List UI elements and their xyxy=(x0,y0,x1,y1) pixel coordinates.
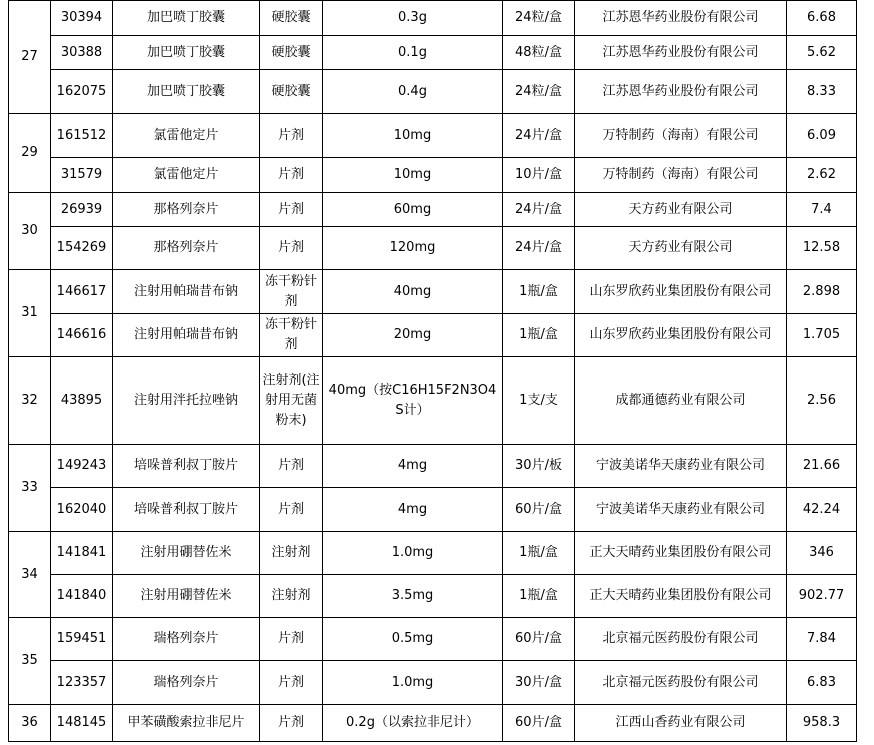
dosage-form-cell: 片剂 xyxy=(260,227,323,270)
package-cell: 24粒/盒 xyxy=(503,1,575,36)
price-cell: 958.3 xyxy=(787,705,857,742)
drug-name-cell: 加巴喷丁胶囊 xyxy=(113,70,260,114)
dosage-form-cell: 片剂 xyxy=(260,661,323,705)
table-row xyxy=(9,488,857,532)
drug-code-cell: 141841 xyxy=(51,532,113,575)
dosage-form-cell: 硬胶囊 xyxy=(260,70,323,114)
dosage-form-cell: 硬胶囊 xyxy=(260,36,323,70)
specification-cell: 20mg xyxy=(323,314,503,357)
price-cell: 8.33 xyxy=(787,70,857,114)
drug-code-cell: 149243 xyxy=(51,445,113,488)
package-cell: 1瓶/盒 xyxy=(503,532,575,575)
specification-cell: 0.1g xyxy=(323,36,503,70)
package-cell: 30片/板 xyxy=(503,445,575,488)
group-number-cell: 36 xyxy=(9,705,51,742)
group-number-cell: 32 xyxy=(9,357,51,445)
drug-code-cell: 30388 xyxy=(51,36,113,70)
manufacturer-cell: 江西山香药业有限公司 xyxy=(575,705,787,742)
price-cell: 5.62 xyxy=(787,36,857,70)
drug-name-cell: 加巴喷丁胶囊 xyxy=(113,1,260,36)
specification-cell: 0.4g xyxy=(323,70,503,114)
drug-code-cell: 159451 xyxy=(51,618,113,661)
manufacturer-cell: 江苏恩华药业股份有限公司 xyxy=(575,36,787,70)
dosage-form-cell: 片剂 xyxy=(260,705,323,742)
group-number-cell: 35 xyxy=(9,618,51,705)
package-cell: 24片/盒 xyxy=(503,227,575,270)
group-number-cell: 29 xyxy=(9,114,51,193)
specification-cell: 1.0mg xyxy=(323,532,503,575)
drug-name-cell: 注射用泮托拉唑钠 xyxy=(113,357,260,445)
specification-cell: 40mg xyxy=(323,270,503,314)
drug-name-cell: 那格列奈片 xyxy=(113,227,260,270)
dosage-form-cell: 硬胶囊 xyxy=(260,1,323,36)
drug-name-cell: 注射用帕瑞昔布钠 xyxy=(113,314,260,357)
drug-name-cell: 甲苯磺酸索拉非尼片 xyxy=(113,705,260,742)
table-row xyxy=(9,575,857,618)
specification-cell: 40mg（按C16H15F2N3O4S计） xyxy=(323,357,503,445)
manufacturer-cell: 正大天晴药业集团股份有限公司 xyxy=(575,575,787,618)
table-row xyxy=(9,357,857,445)
manufacturer-cell: 宁波美诺华天康药业有限公司 xyxy=(575,445,787,488)
package-cell: 24片/盒 xyxy=(503,114,575,158)
manufacturer-cell: 山东罗欣药业集团股份有限公司 xyxy=(575,270,787,314)
specification-cell: 10mg xyxy=(323,114,503,158)
table-row xyxy=(9,445,857,488)
drug-name-cell: 氯雷他定片 xyxy=(113,158,260,193)
manufacturer-cell: 万特制药（海南）有限公司 xyxy=(575,158,787,193)
drug-code-cell: 30394 xyxy=(51,1,113,36)
group-number-cell: 27 xyxy=(9,1,51,114)
manufacturer-cell: 宁波美诺华天康药业有限公司 xyxy=(575,488,787,532)
manufacturer-cell: 北京福元医药股份有限公司 xyxy=(575,618,787,661)
manufacturer-cell: 成都通德药业有限公司 xyxy=(575,357,787,445)
price-cell: 2.898 xyxy=(787,270,857,314)
table-row xyxy=(9,70,857,114)
manufacturer-cell: 正大天晴药业集团股份有限公司 xyxy=(575,532,787,575)
price-cell: 7.84 xyxy=(787,618,857,661)
dosage-form-cell: 片剂 xyxy=(260,114,323,158)
drug-price-table xyxy=(8,0,857,742)
price-cell: 2.62 xyxy=(787,158,857,193)
drug-code-cell: 146616 xyxy=(51,314,113,357)
table-row xyxy=(9,36,857,70)
drug-name-cell: 注射用硼替佐米 xyxy=(113,532,260,575)
specification-cell: 3.5mg xyxy=(323,575,503,618)
manufacturer-cell: 天方药业有限公司 xyxy=(575,227,787,270)
price-cell: 1.705 xyxy=(787,314,857,357)
drug-name-cell: 加巴喷丁胶囊 xyxy=(113,36,260,70)
specification-cell: 60mg xyxy=(323,193,503,227)
package-cell: 48粒/盒 xyxy=(503,36,575,70)
specification-cell: 1.0mg xyxy=(323,661,503,705)
table-row xyxy=(9,1,857,36)
drug-code-cell: 148145 xyxy=(51,705,113,742)
price-cell: 6.68 xyxy=(787,1,857,36)
price-cell: 2.56 xyxy=(787,357,857,445)
table-row xyxy=(9,532,857,575)
package-cell: 60片/盒 xyxy=(503,488,575,532)
drug-name-cell: 那格列奈片 xyxy=(113,193,260,227)
specification-cell: 0.5mg xyxy=(323,618,503,661)
specification-cell: 4mg xyxy=(323,445,503,488)
table-row xyxy=(9,114,857,158)
drug-code-cell: 154269 xyxy=(51,227,113,270)
table-row xyxy=(9,270,857,314)
manufacturer-cell: 山东罗欣药业集团股份有限公司 xyxy=(575,314,787,357)
package-cell: 10片/盒 xyxy=(503,158,575,193)
table-row xyxy=(9,193,857,227)
price-cell: 6.09 xyxy=(787,114,857,158)
package-cell: 60片/盒 xyxy=(503,618,575,661)
package-cell: 1支/支 xyxy=(503,357,575,445)
drug-name-cell: 注射用帕瑞昔布钠 xyxy=(113,270,260,314)
price-cell: 12.58 xyxy=(787,227,857,270)
manufacturer-cell: 江苏恩华药业股份有限公司 xyxy=(575,1,787,36)
drug-code-cell: 162040 xyxy=(51,488,113,532)
drug-name-cell: 培哚普利叔丁胺片 xyxy=(113,445,260,488)
manufacturer-cell: 天方药业有限公司 xyxy=(575,193,787,227)
group-number-cell: 34 xyxy=(9,532,51,618)
package-cell: 1瓶/盒 xyxy=(503,314,575,357)
table-row xyxy=(9,705,857,742)
price-cell: 42.24 xyxy=(787,488,857,532)
package-cell: 30片/盒 xyxy=(503,661,575,705)
dosage-form-cell: 片剂 xyxy=(260,445,323,488)
manufacturer-cell: 北京福元医药股份有限公司 xyxy=(575,661,787,705)
group-number-cell: 33 xyxy=(9,445,51,532)
dosage-form-cell: 注射剂 xyxy=(260,575,323,618)
specification-cell: 4mg xyxy=(323,488,503,532)
specification-cell: 0.3g xyxy=(323,1,503,36)
price-cell: 6.83 xyxy=(787,661,857,705)
price-cell: 346 xyxy=(787,532,857,575)
package-cell: 1瓶/盒 xyxy=(503,270,575,314)
drug-code-cell: 26939 xyxy=(51,193,113,227)
price-cell: 21.66 xyxy=(787,445,857,488)
specification-cell: 10mg xyxy=(323,158,503,193)
manufacturer-cell: 万特制药（海南）有限公司 xyxy=(575,114,787,158)
drug-name-cell: 瑞格列奈片 xyxy=(113,661,260,705)
dosage-form-cell: 注射剂 xyxy=(260,532,323,575)
drug-name-cell: 注射用硼替佐米 xyxy=(113,575,260,618)
drug-code-cell: 123357 xyxy=(51,661,113,705)
dosage-form-cell: 片剂 xyxy=(260,158,323,193)
drug-name-cell: 培哚普利叔丁胺片 xyxy=(113,488,260,532)
table-row xyxy=(9,661,857,705)
group-number-cell: 30 xyxy=(9,193,51,270)
drug-code-cell: 146617 xyxy=(51,270,113,314)
drug-code-cell: 43895 xyxy=(51,357,113,445)
table-row xyxy=(9,618,857,661)
dosage-form-cell: 冻干粉针剂 xyxy=(260,270,323,314)
drug-name-cell: 瑞格列奈片 xyxy=(113,618,260,661)
table-row xyxy=(9,158,857,193)
table-row xyxy=(9,314,857,357)
dosage-form-cell: 片剂 xyxy=(260,618,323,661)
manufacturer-cell: 江苏恩华药业股份有限公司 xyxy=(575,70,787,114)
dosage-form-cell: 注射剂(注射用无菌粉末) xyxy=(260,357,323,445)
price-cell: 7.4 xyxy=(787,193,857,227)
drug-name-cell: 氯雷他定片 xyxy=(113,114,260,158)
specification-cell: 120mg xyxy=(323,227,503,270)
package-cell: 24片/盒 xyxy=(503,193,575,227)
specification-cell: 0.2g（以索拉非尼计） xyxy=(323,705,503,742)
dosage-form-cell: 冻干粉针剂 xyxy=(260,314,323,357)
group-number-cell: 31 xyxy=(9,270,51,357)
price-cell: 902.77 xyxy=(787,575,857,618)
drug-code-cell: 141840 xyxy=(51,575,113,618)
table-row xyxy=(9,227,857,270)
dosage-form-cell: 片剂 xyxy=(260,488,323,532)
drug-code-cell: 162075 xyxy=(51,70,113,114)
dosage-form-cell: 片剂 xyxy=(260,193,323,227)
drug-code-cell: 31579 xyxy=(51,158,113,193)
package-cell: 1瓶/盒 xyxy=(503,575,575,618)
drug-code-cell: 161512 xyxy=(51,114,113,158)
package-cell: 60片/盒 xyxy=(503,705,575,742)
package-cell: 24粒/盒 xyxy=(503,70,575,114)
